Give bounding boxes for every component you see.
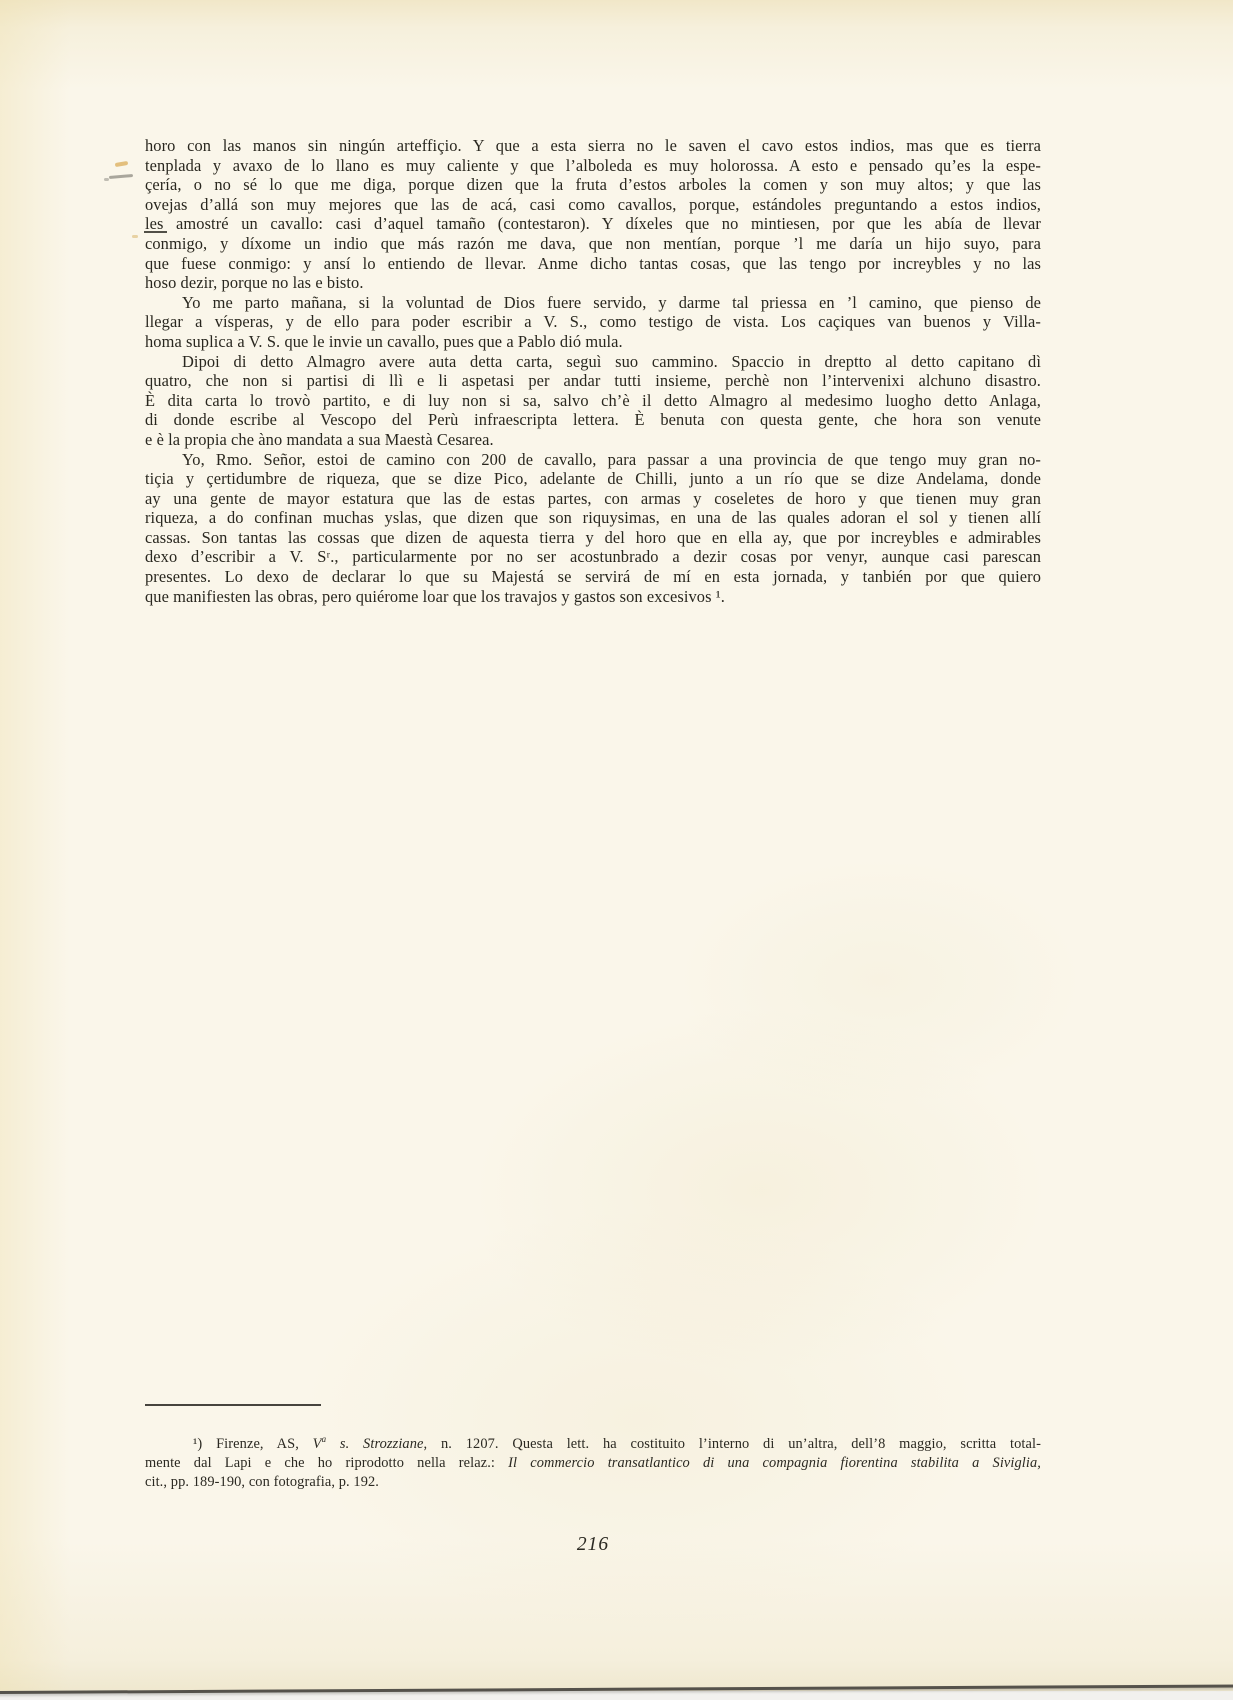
paragraph-4 <box>145 450 1041 607</box>
text-line: Dipoi di detto Almagro avere auta detta carta, seguì suo cammino. Spaccio in dreptto al detto capitano dì <box>182 351 1041 371</box>
footnote-line <box>145 1473 1041 1492</box>
margin-pencil-mark-gray-small <box>104 178 109 181</box>
text-line: ay una gente de mayor estatura que las de estas partes, con armas y coseletes de horo y que tienen muy gran <box>145 488 1041 508</box>
text-line: que manifiesten las obras, pero quiérome loar que los travajos y gastos son excesivos ¹. <box>145 586 725 606</box>
footnote-line <box>145 1454 1041 1473</box>
paragraph-3 <box>145 352 1041 450</box>
text-line: horo con las manos sin ningún arteffiçio. Y que a esta sierra no le saven el cavo estos indios, mas que es tierra <box>145 136 1041 155</box>
text-line: homa suplica a V. S. que le invie un cavallo, pues que a Pablo dió mula. <box>145 331 623 351</box>
paragraph-1 <box>145 136 1041 293</box>
text-line: e è la propia che àno mandata a sua Maestà Cesarea. <box>145 429 494 449</box>
margin-pencil-mark-gray <box>109 174 133 179</box>
text-line: È dita carta lo trovò partito, e di luy non si sa, salvo ch’è il detto Almagro al medesimo luogho detto Anlaga, <box>145 390 1041 410</box>
text-line: quatro, che non si partisi di llì e li aspetasi per andar tutti insieme, perchè non l’intervenixi alchuno disastro. <box>145 371 1041 391</box>
text-line: presentes. Lo dexo de declarar lo que su Majestá se servirá de mí en esta jornada, y tanbién por que quiero <box>145 567 1041 587</box>
paper-speck <box>132 235 138 238</box>
footnote-text: , n. 1207. Questa lett. ha costituito l’interno di un’altra, dell’8 maggio, scritta total- <box>423 1436 1041 1452</box>
page-text-block <box>145 136 1041 606</box>
page-number: 216 <box>576 1534 610 1555</box>
footnote-text: cit., pp. 189-190, con fotografia, p. 192. <box>145 1473 379 1490</box>
text-line: çería, o no sé lo que me diga, porque dizen que la fruta d’estos arboles la comen y son muy altos; y que las <box>145 175 1041 195</box>
text-line: tenplada y avaxo de lo llano es muy caliente y que l’alboleda es muy holorossa. A esto e pensado qu’es la espe- <box>145 155 1041 175</box>
text-line: llegar a vísperas, y de ello para poder escribir a V. S., como testigo de vista. Los caçiques van buenos y Villa- <box>145 312 1041 332</box>
text-line: tiçia y çertidumbre de riqueza, que se dize Pico, adelante de Chilli, junto a un río que se dize Andelama, donde <box>145 469 1041 489</box>
text-line: riqueza, a do confinan muchas yslas, que dizen que son riquysimas, en una de las quales adoran el sol y tienen allí <box>145 508 1041 528</box>
footnote-line <box>145 1435 1041 1454</box>
footnote-text: mente dal Lapi e che ho riprodotto nella relaz.: <box>145 1454 509 1471</box>
footnote-text-italic: Il commercio transatlantico di una compagnia fiorentina stabilita a Siviglia, <box>508 1454 1041 1471</box>
text-line: hoso dezir, porque no las e bisto. <box>145 273 364 293</box>
footnote-text-italic: s. Strozziane <box>326 1436 424 1452</box>
footnote-rule <box>145 1404 321 1406</box>
text-line: cassas. Son tantas las cossas que dizen de aquesta tierra y del horo que en ella ay, que por increybles e admirables <box>145 527 1041 547</box>
footnote-superscript: a <box>321 1434 327 1445</box>
text-line: conmigo, y díxome un indio que más razón me dava, que non mentían, porque ’l me daría un hijo suyo, para <box>145 233 1041 253</box>
text-line: ovejas d’allá son muy mejores que las de acá, casi como cavallos, porque, estándoles preguntando a estos indios, <box>145 194 1041 214</box>
paragraph-2 <box>145 293 1041 352</box>
text-line: Yo, Rmo. Señor, estoi de camino con 200 de cavallo, para passar a una provincia de que tengo muy gran no- <box>182 449 1041 469</box>
text-line: dexo d’escribir a V. Sʳ., particularmente por no ser acostunbrado a dezir cosas por venyr, aunque casi parescan <box>145 547 1041 567</box>
footnote <box>145 1435 1041 1491</box>
text-line: di donde escribe al Vescopo del Perù infraescripta lettera. È benuta con questa gente, che hora son venute <box>145 410 1041 430</box>
footnote-text-italic: V <box>312 1436 322 1452</box>
text-line: Yo me parto mañana, si la voluntad de Dios fuere servido, y darme tal priessa en ’l camino, que pienso de <box>182 292 1041 312</box>
text-line: les amostré un cavallo: casi d’aquel tamaño (contestaron). Y díxeles que no mintiesen, por que les abía de llevar <box>145 214 1041 234</box>
text-line: que fuese conmigo: y ansí lo entiendo de llevar. Anme dicho tantas cosas, que las tengo por increybles y no las <box>145 253 1041 273</box>
margin-pencil-mark-ochre <box>115 161 128 167</box>
footnote-text: ¹) Firenze, AS, <box>193 1436 313 1452</box>
